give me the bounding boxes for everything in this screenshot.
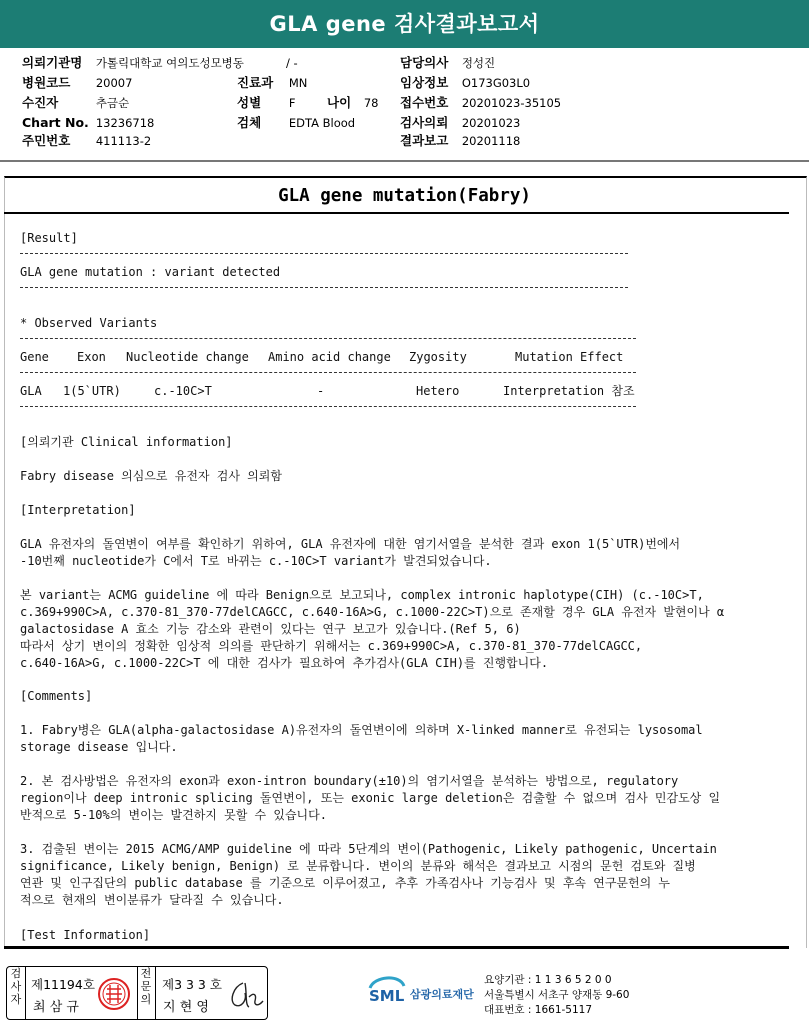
request-date-value: 20201023 xyxy=(461,116,521,130)
divider xyxy=(20,287,628,288)
doctor-label: 담당의사 xyxy=(400,55,449,70)
hospital-label: 의뢰기관명 xyxy=(22,55,83,70)
col-header-gene: Gene xyxy=(20,350,49,364)
receipt-value: 20201023-35105 xyxy=(461,96,562,110)
age-label: 나이 xyxy=(327,95,352,110)
chart-value: 13236718 xyxy=(95,116,155,130)
report-date-label: 결과보고 xyxy=(400,133,449,148)
hospital-value: 가톨릭대학교 여의도성모병동 xyxy=(95,56,244,70)
physician-signature-icon xyxy=(225,975,265,1013)
chart-label: Chart No. xyxy=(22,115,89,130)
interpretation-heading: [Interpretation] xyxy=(20,503,136,517)
doctor-field xyxy=(400,56,495,70)
code-label: 병원코드 xyxy=(22,75,71,90)
report-title-underline xyxy=(4,212,789,214)
rrn-field xyxy=(22,134,151,148)
rrn-label: 주민번호 xyxy=(22,133,71,148)
col-header-zygosity: Zygosity xyxy=(409,350,467,364)
age-value: 78 xyxy=(363,96,379,110)
text-line: 반적으로 5-10%의 변이는 발견하지 못할 수 있습니다. xyxy=(20,808,327,822)
patient-name-field xyxy=(22,96,129,110)
cell-nucleotide: c.-10C>T xyxy=(154,384,212,398)
report-title: GLA gene mutation(Fabry) xyxy=(278,186,531,206)
text-line: 2. 본 검사방법은 유전자의 exon과 exon-intron boundary(±10)의 염기서열을 분석하는 방법으로, regulatory xyxy=(20,774,679,788)
comments-heading: [Comments] xyxy=(20,689,93,703)
cell-mutation-effect: Interpretation 참조 xyxy=(503,384,635,398)
text-line: 본 variant는 ACMG guideline 에 따라 Benign으로 보고되나, complex intronic haplotype(CIH) (c.-10C>T, xyxy=(20,588,704,602)
receipt-label: 접수번호 xyxy=(400,95,449,110)
col-header-nucleotide: Nucleotide change xyxy=(126,350,249,364)
text-line: region이나 deep intronic splicing 돌연변이, 또는 exonic large deletion은 검출할 수 없으며 검사 민감도상 일 xyxy=(20,791,721,805)
sex-field xyxy=(237,96,295,110)
hospital-field xyxy=(22,56,244,70)
physician-license: 제3 3 3 호 xyxy=(162,977,222,992)
divider xyxy=(137,967,138,1019)
receipt-field xyxy=(400,96,561,110)
header-divider xyxy=(0,160,809,162)
text-line: -10번째 nucleotide가 C에서 T로 바뀌는 c.-10C>T variant가 발견되었습니다. xyxy=(20,554,492,568)
text-line: storage disease 입니다. xyxy=(20,740,178,754)
text-line: 3. 검출된 변이는 2015 ACMG/AMP guideline 에 따라 5단계의 변이(Pathogenic, Likely pathogenic, Uncertain xyxy=(20,842,717,856)
col-header-exon: Exon xyxy=(77,350,106,364)
examiner-seal-icon xyxy=(97,977,131,1011)
divider xyxy=(20,372,636,373)
text-line: significance, Likely benign, Benign) 로 분류합니다. 변이의 분류와 해석은 결과보고 시점의 문헌 검토와 질병 xyxy=(20,859,696,873)
request-date-label: 검사의뢰 xyxy=(400,115,449,130)
cell-amino-acid: - xyxy=(317,384,325,398)
hospital-ward: / - xyxy=(286,56,298,70)
specimen-label: 검체 xyxy=(237,115,262,130)
divider xyxy=(25,967,26,1019)
text-line: 적으로 현재의 변이분류가 달라질 수 있습니다. xyxy=(20,893,284,907)
text-line: GLA 유전자의 돌연변이 여부를 확인하기 위하여, GLA 유전자에 대한 염기서열을 분석한 결과 exon 1(5`UTR)번에서 xyxy=(20,537,681,551)
text-line: 따라서 상기 변이의 정확한 임상적 의의를 판단하기 위해서는 c.369+990C>A, c.370-81_370-77delCAGCC, xyxy=(20,639,643,653)
text-line: 연관 및 인구집단의 public database 를 기준으로 이루어졌고, 추후 가족검사나 기능검사 및 후속 연구문헌의 누 xyxy=(20,876,671,890)
interpretation-paragraph-2 xyxy=(20,587,780,672)
request-date-field xyxy=(400,116,520,130)
col-header-mutation-effect: Mutation Effect xyxy=(515,350,624,364)
physician-label: 전문의 xyxy=(140,967,152,1006)
code-field xyxy=(22,76,132,90)
clinical-info-text: Fabry disease 의심으로 유전자 검사 의뢰함 xyxy=(20,469,282,483)
examiner-name: 최 삼 규 xyxy=(33,1000,79,1015)
phone: 대표번호 : 1661-5117 xyxy=(484,1004,593,1016)
text-line: c.369+990C>A, c.370-81_370-77delCAGCC, c.640-16A>G, c.1000-22C>T)으로 존재할 경우 GLA 유전자 발현이나 α xyxy=(20,605,725,619)
code-value: 20007 xyxy=(95,76,133,90)
report-date-value: 20201118 xyxy=(461,134,521,148)
result-heading: [Result] xyxy=(20,231,78,245)
cell-gene: GLA xyxy=(20,384,42,398)
interpretation-paragraph-1 xyxy=(20,536,780,570)
clinical-field xyxy=(400,76,530,90)
address: 서울특별시 서초구 양재동 9-60 xyxy=(484,989,630,1001)
patient-name-value: 추금순 xyxy=(95,96,130,110)
clinical-value: O173G03L0 xyxy=(461,76,531,90)
footer-divider xyxy=(4,946,789,949)
text-line: 1. Fabry병은 GLA(alpha-galactosidase A)유전자의 돌연변이에 의하며 X-linked manner로 유전되는 lysosomal xyxy=(20,723,703,737)
svg-text:SML: SML xyxy=(369,987,405,1005)
divider xyxy=(20,253,628,254)
dept-label: 진료과 xyxy=(237,75,274,90)
clinical-label: 임상정보 xyxy=(400,75,449,90)
divider xyxy=(155,967,156,1019)
test-information-heading: [Test Information] xyxy=(20,928,151,942)
divider xyxy=(20,338,636,339)
cell-exon: 1(5`UTR) xyxy=(63,384,121,398)
sml-logo-icon xyxy=(366,974,408,1006)
comment-1 xyxy=(20,722,780,756)
examiner-license: 제11194호 xyxy=(31,977,95,992)
divider xyxy=(20,406,636,407)
sex-value: F xyxy=(288,96,296,110)
chart-field xyxy=(22,116,154,130)
report-date-field xyxy=(400,134,520,148)
result-line: GLA gene mutation : variant detected xyxy=(20,265,281,279)
col-header-amino-acid: Amino acid change xyxy=(268,350,391,364)
doctor-value: 정성진 xyxy=(461,56,496,70)
observed-variants-heading: * Observed Variants xyxy=(20,316,158,330)
dept-value: MN xyxy=(288,76,308,90)
sex-label: 성별 xyxy=(237,95,262,110)
specimen-value: EDTA Blood xyxy=(288,116,356,130)
signature-box xyxy=(6,966,268,1020)
patient-info-section xyxy=(0,0,809,160)
report-header-title: GLA gene 검사결과보고서 xyxy=(0,0,809,48)
comment-2 xyxy=(20,773,780,824)
comment-3 xyxy=(20,841,780,909)
clinical-info-heading: [의뢰기관 Clinical information] xyxy=(20,435,233,449)
text-line: galactosidase A 효소 기능 감소와 관련이 있다는 연구 보고가 있습니다.(Ref 5, 6) xyxy=(20,622,521,636)
rrn-value: 411113-2 xyxy=(95,134,152,148)
dept-field xyxy=(237,76,307,90)
organization-name: 삼광의료재단 xyxy=(410,988,474,1001)
examiner-label: 검사자 xyxy=(10,967,22,1006)
institution-code: 요양기관 : 1 1 3 6 5 2 0 0 xyxy=(484,974,612,986)
specimen-field xyxy=(237,116,355,130)
age-field xyxy=(327,96,378,110)
physician-name: 지 현 영 xyxy=(163,1000,209,1015)
patient-name-label: 수진자 xyxy=(22,95,59,110)
text-line: c.640-16A>G, c.1000-22C>T 에 대한 검사가 필요하여 추가검사(GLA CIH)를 진행합니다. xyxy=(20,656,549,670)
cell-zygosity: Hetero xyxy=(416,384,460,398)
